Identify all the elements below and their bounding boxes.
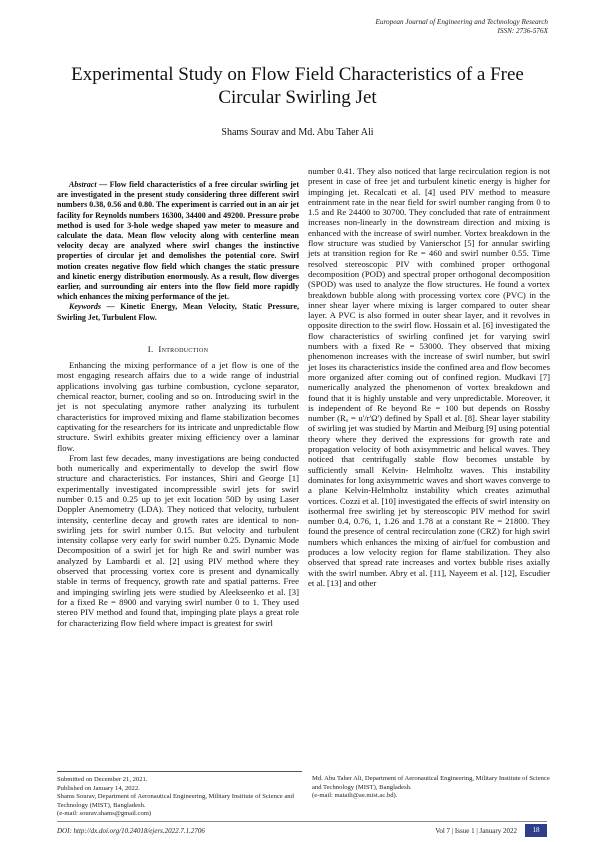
running-header	[376, 18, 548, 36]
right-column	[308, 166, 550, 588]
keywords-text: — Kinetic Energy, Mean Velocity, Static Pressure, Swirling Jet, Turbulent Flow.	[57, 302, 299, 322]
keywords	[57, 302, 299, 322]
footer-rule	[57, 821, 547, 822]
doi-link[interactable]: DOI: http://dx.doi.org/10.24018/ejers.2022.7.1.2706	[57, 827, 205, 835]
abstract-lead: Abstract	[69, 180, 97, 189]
page-number-badge: 18	[525, 824, 547, 837]
paper-title: Experimental Study on Flow Field Characteristics of a Free Circular Swirling Jet	[71, 64, 524, 108]
intro-paragraph-continued: number 0.41. They also noticed that large recirculation region is not present in case of free jet and turbulent kinetic energy is higher for impinging jet. Recalcati et al. [4] used PIV method to measure entrainment rate in the near field for swirl number ranging from 0 to 1.5 and Re 24400 to 30700. They concluded that rate of entrainment increases non-linearly in the downstream direction and mixing is enhanced with the increase of swirl number. Vortex breakdown in the flow structure was studied by Vanierschot [5] for annular swirling jets at transition region for Re = 460 and swirl number 0.55. Time resolved stereoscopic PIV with combined proper orthogonal decomposition (POD) and spectral proper orthogonal decomposition (SPOD) was used to analyze the flow structures. He found a vortex breakdown bubble along with processing vortex core (PVC) in the inner shear layer where mixing is larger compared to outer shear layer. A PVC is also formed in outer shear layer, and it revolves in opposite direction to the swirl flow. Hossain et al. [6] investigated the flow characteristics of swirling confined jet for varying swirl numbers with a fixed Re = 53000. They observed that mixing phenomenon increases with the increase of swirl number, but swirl jet loses its characteristics inside the confined area and flow becomes more organized after coming out of confined region. Mudkavi [7] numerically analyzed the phenomenon of vortex breakdown and found that it is highly unstable and very unpredictable. Moreover, it is independent of Re beyond Re = 100 but depends on Rossby number (Rₒ = u'/r'Ω') defined by Spall et al. [8]. Shear layer stability of swirling jet was studied by Martin and Meiburg [9] using potential theory where they derived the expressions for growth rate and propagation velocity of both axisymmetric and helical waves. They noticed that centrifugally stable flow becomes unstable by sufficiently small Kelvin- Helmholtz waves. This instability dominates for long axisymmetric waves and short waves converge to a plane Kelvin-Helmholtz instability which creates azimuthal vortices. Cozzi et al. [10] investigated the effects of swirl intensity on isothermal free swirling jet by stereoscopic PIV method for swirl number 0.4, 0.76, 1, 1.26 and 1.78 at a constant Re = 21800. They found the presence of central recirculation zone (CRZ) for high swirl numbers which enhances the mixing of air/fuel for combustion and produces a low velocity region for flame stabilization. They also observed that spread rate increases and vortex bubble rises axially with the swirl number. Abry et al. [11], Nayeem et al. [12], Escudier et al. [13] and other	[308, 166, 550, 588]
footnote-submitted: Submitted on December 21, 2021.	[57, 776, 148, 783]
issue-info: Vol 7 | Issue 1 | January 2022	[435, 827, 517, 835]
abstract-text: — Flow field characteristics of a free circular swirling jet are investigated in the present study considering three different swirl numbers 0.38, 0.56 and 0.80. The experiment is carried out in an air jet facility for Reynolds numbers 16300, 34400 and 49200. Pressure probe method is used for 3-hole wedge shaped yaw meter to measure and calculate the data. Mean flow velocity along with centerline mean velocity decay are analyzed where swirl changes the instinctive properties of circular jet and demolishes the potential core. Swirl motion creates negative flow field which changes the static pressure and kinetic energy distribution enormously. As a result, flow diverges earlier, and surrounding air enters into the flow field more rapidly which enhances the mixing performance of the jet.	[57, 180, 299, 302]
keywords-lead: Keywords	[69, 302, 101, 312]
abstract	[57, 180, 299, 302]
section-heading	[57, 344, 299, 354]
section-title: Introduction	[158, 343, 209, 354]
intro-paragraph-1: Enhancing the mixing performance of a jet flow is one of the most engaging research affairs due to a wide range of industrial applications involving gas turbine combustion, cyclone separator, chemical reactor, burner, cooling and so on. Introducing swirl in the jet is not speculating anymore rather analyzing its turbulent characteristics for improved mixing and flame stabilization becomes captivating for the researchers for its intricate and unpredictable flow structure. Swirl exhibits greater mixing efficiency over a laminar flow.	[57, 360, 299, 453]
paper-authors: Shams Sourav and Md. Abu Taher Ali	[221, 127, 374, 138]
footnote-published: Published on January 14, 2022.	[57, 784, 140, 792]
journal-issn: ISSN: 2736-576X	[497, 27, 548, 35]
footnote-email-2: (e-mail: mataili@ae.mist.ac.bd).	[312, 792, 398, 800]
section-number: I.	[147, 343, 154, 354]
footnote-email-1: (e-mail: sourav.shams@gmail.com)	[57, 810, 152, 818]
footnote-author-1: Shams Sourav, Department of Aeronautical Engineering, Military Institute of Science and Technology (MIST), Bangladesh.	[57, 793, 294, 809]
footnote-right	[312, 771, 552, 801]
intro-paragraph-2: From last few decades, many investigations are being conducted both numerically and experimentally to develop the swirl flow structure and characteristics. For instances, Shiri and George [1] experimentally investigated incompressible swirl jets for swirl number 0.15 and 0.25 up to jet exit location 50D by using Laser Doppler Anemometry (LDA). They noticed that velocity, turbulent intensity, centerline decay and growth rates are identical to non-swirling jets for swirl number 0.15. But velocity and turbulent intensity collapse very early for swirl number 0.25. Dynamic Mode Decomposition of a swirl jet for high Re and swirl number was analyzed by Lambardi et al. [2] using PIV method where they observed that processing vortex core is present and dynamically stable in terms of frequency, growth rate and spatial patterns. Free and impinging swirling jets were studied by Aleekseenko et al. [3] for a fixed Re = 8900 and varying swirl number 0 to 1. They used stereo PIV method and found that, impinging plate plays a great role for characterizing flow field where impact is greatest for swirl	[57, 452, 299, 628]
journal-name: European Journal of Engineering and Technology Research	[375, 18, 548, 26]
footnote-left	[57, 771, 302, 819]
left-column	[57, 180, 299, 628]
footnote-author-2: Md. Abu Taher Ali, Department of Aeronautical Engineering, Military Institute of Science and Technology (MIST), Bangladesh.	[312, 775, 550, 791]
